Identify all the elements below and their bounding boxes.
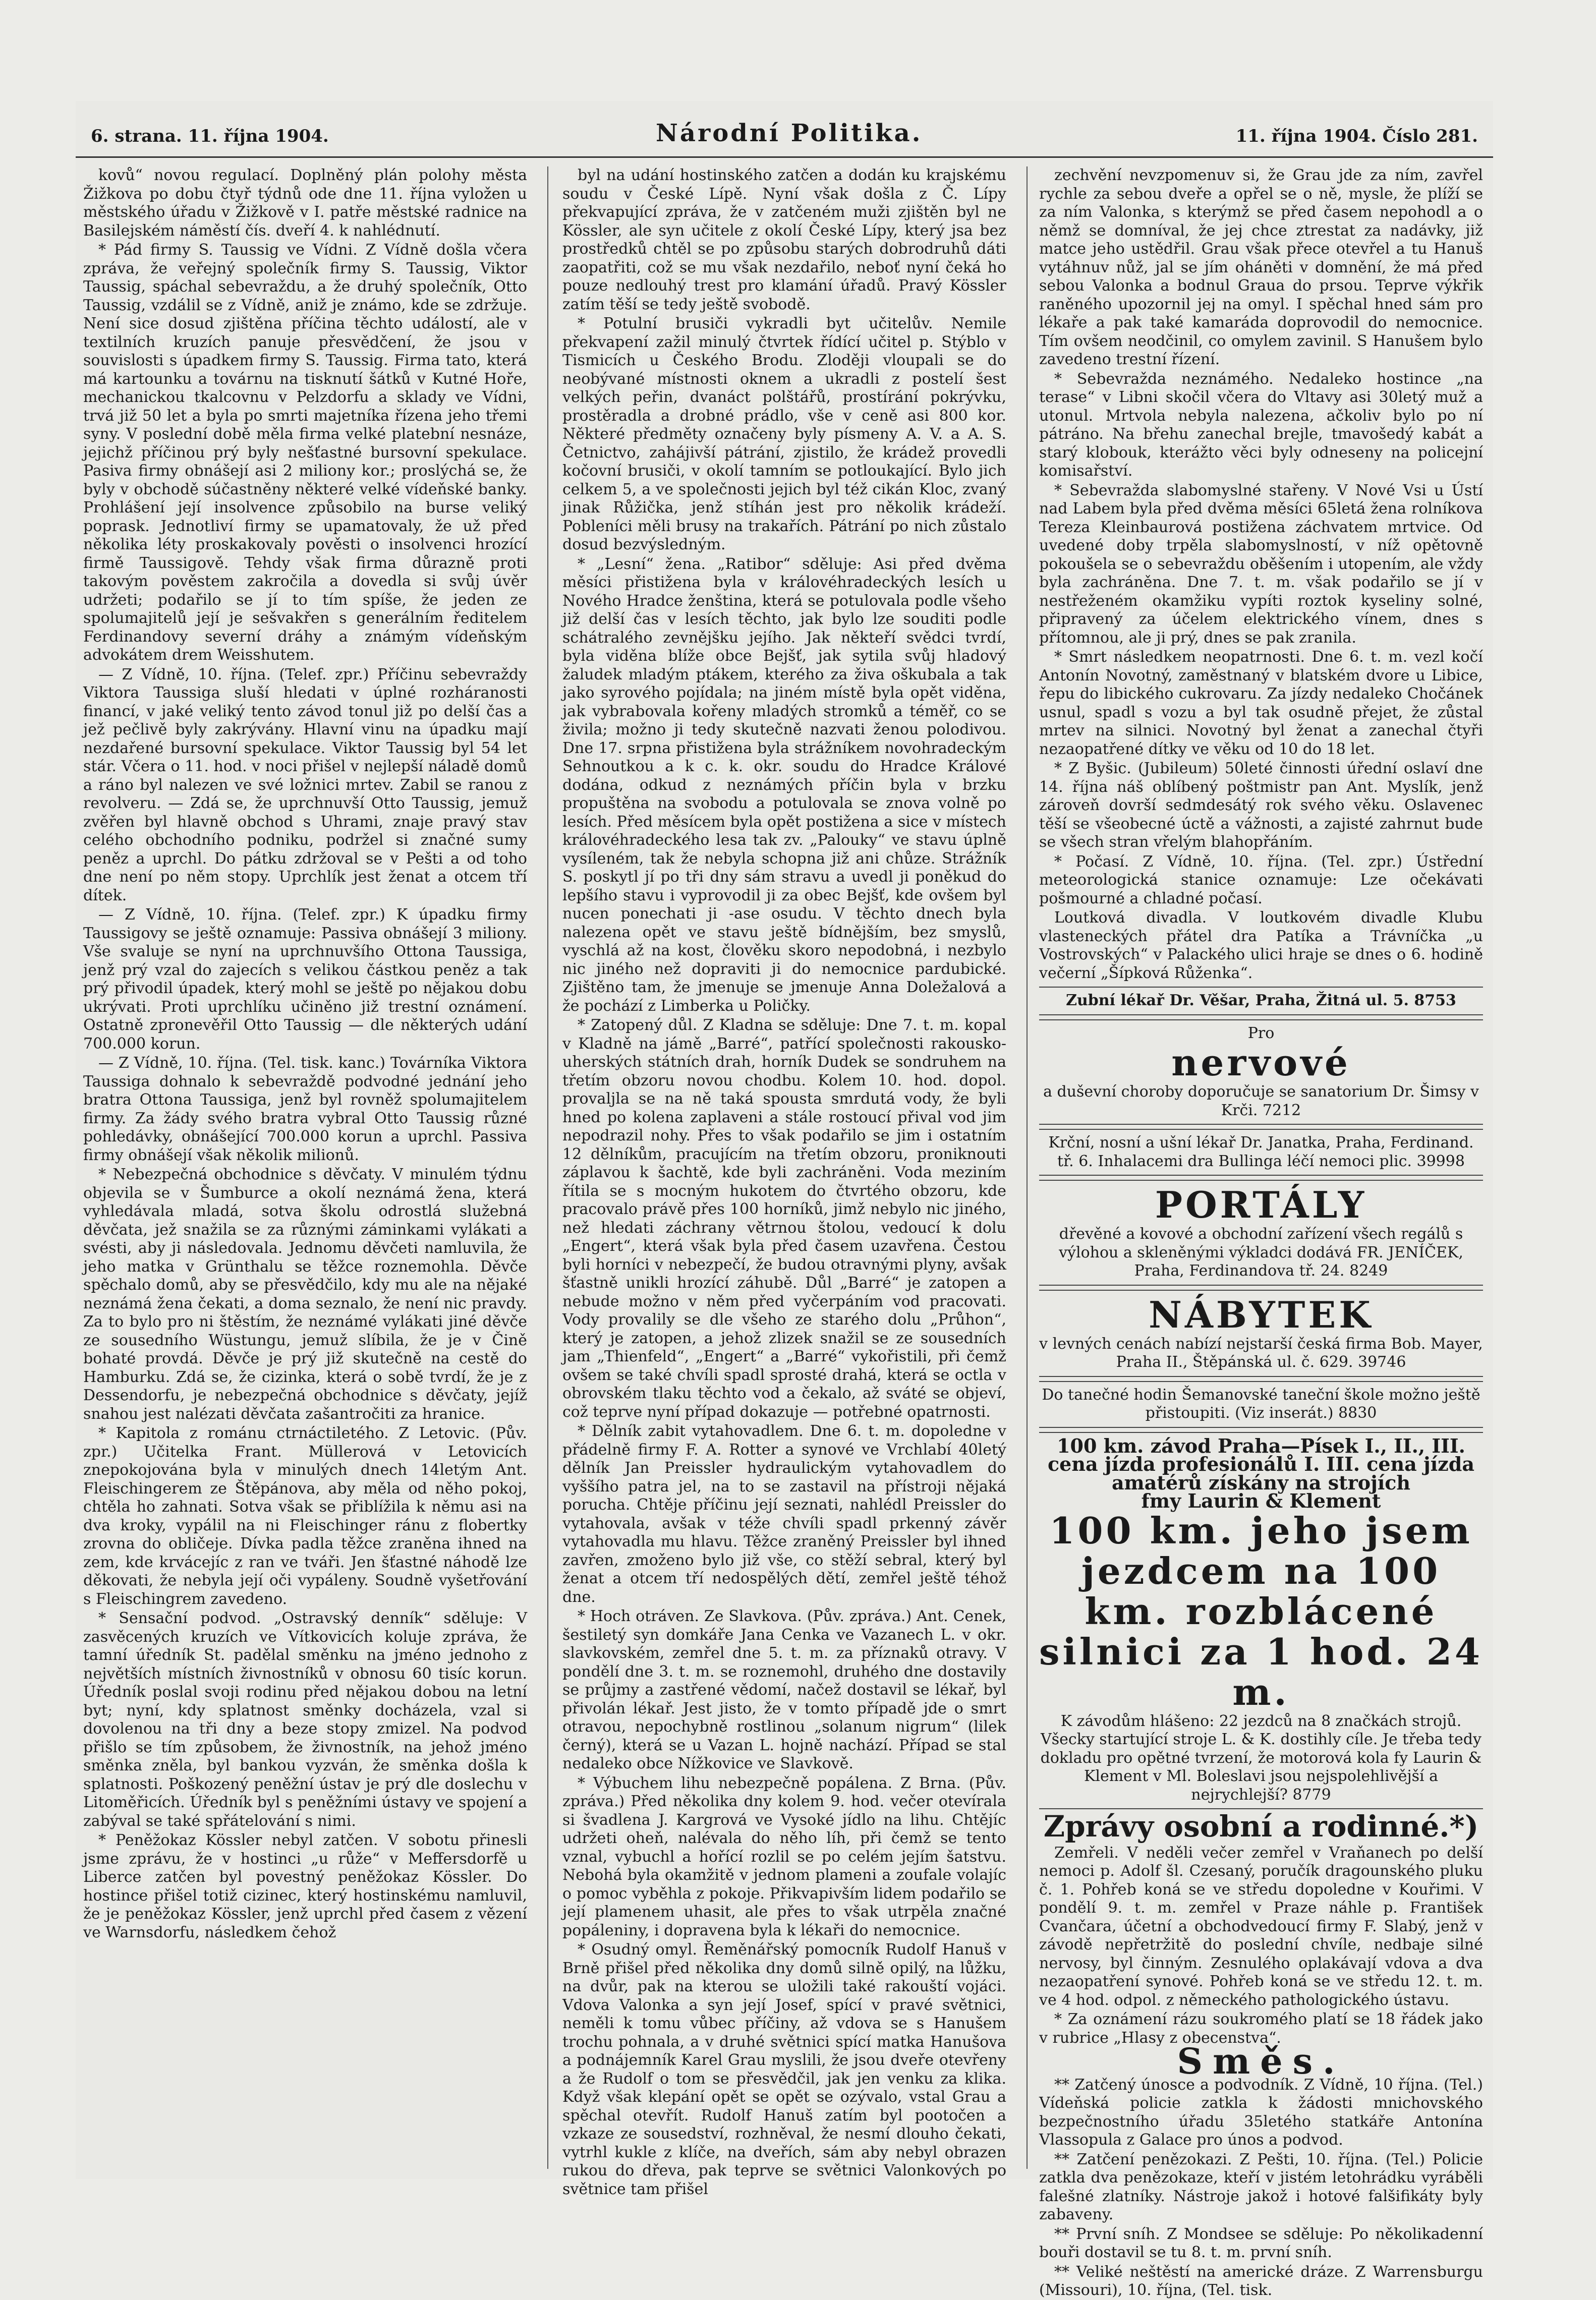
advertisement-sanatorium [1039, 1019, 1483, 1125]
article-paragraph: — Z Vídně, 10. října. (Telef. zpr.) Příčinu sebevraždy Viktora Taussiga sluší hledati v úplné rozháranosti financí, v jaké veliký tento závod tonul již po delší čas a jež pečlivě byly zakrývány. Hlavní vinu na úpadku mají nezdařené bursovní spekulace. Viktor Taussig byl 54 let stár. Včera o 11. hod. v noci přišel v nejlepší náladě domů a ráno byl nalezen ve své ložnici mrtev. Zabil se ranou z revolveru. — Zdá se, že uprchnuvší Otto Taussig, jemuž zvěřen byl hlavně obchod s Uhrami, znaje pravý stav celého obchodního podniku, podržel si značné sumy peněz a uprchl. Do pátku zdržoval se v Pešti a od toho dne není po něm stopy. Uprchlík jest ženat a otcem tří dítek. [83, 665, 527, 904]
newspaper-page [76, 101, 1493, 2299]
newspaper-title: Národní Politika. [656, 119, 923, 147]
ad-headline: 100 km. jeho jsem jezdcem na 100 km. rozblácené silnici za 1 hod. 24 m. [1039, 1509, 1484, 1713]
article-paragraph: ** Zatčený únosce a podvodník. Z Vídně, 10 října. (Tel.) Vídeňská policie zatkla k žádosti mnichovského bezpečnostního úřadu 35letého statkáře Antonína Vlassopula z Galace pro únos a podvod. [1039, 2076, 1483, 2149]
ad-pre: Pro [1247, 1024, 1275, 1042]
column-rule [547, 166, 548, 2169]
ad-text: K závodům hlášeno: 22 jezdců na 8 značkách strojů. Všecky startující stroje L. & K. dostihly cíle. Je třeba tedy dokladu pro opětné tvrzení, že motorová kola fy Laurin & Klement v Ml. Boleslavi jsou nejspolehlivější a nejrychlejší? 8779 [1040, 1712, 1482, 1804]
column-rule [1027, 166, 1028, 2169]
ad-text: Zubní lékař Dr. Věšar, Praha, Žitná ul. 5. 8753 [1066, 992, 1456, 1009]
article-paragraph: * Sebevražda neznámého. Nedaleko hostince „na terase“ v Libni skočil včera do Vltavy asi 30letý muž a utonul. Mrtvola nebyla nalezena, ačkoliv bylo po ní pátráno. Na břehu zanechal brejle, tmavošedý kabát a starý klobouk, kterážto věci byly odneseny na policejní komisařství. [1039, 370, 1483, 480]
article-paragraph: — Z Vídně, 10. října. (Tel. tisk. kanc.) Továrníka Viktora Taussiga dohnalo k sebevraždě podvodné jednání jeho bratra Ottona Taussiga, jenž byl rovněž spolumajitelem firmy. Za žády svého bratra vybral Otto Taussig různé pohledávky, obnášející 700.000 korun a uprchl. Passiva firmy obnášejí však několik milionů. [83, 1054, 527, 1164]
article-paragraph: * Výbuchem lihu nebezpečně popálena. Z Brna. (Pův. zpráva.) Před několika dny kolem 9. hod. večer otevírala si švadlena J. Kargrová ve Vysoké jídlo na lihu. Chtějíc udržeti oheň, nalévala do něho líh, při čemž se tento vznal, vybuchl a hořící rozlil se po celém jejím šatstvu. Nebohá byla okamžitě v jednom plameni a zoufale volajíc o pomoc vyběhla z pokoje. Přikvapivším lidem podařilo se její plamenem uhasit, ale přes to však utrpěla značné popáleniny, i dopravena byla k lékaři do nemocnice. [562, 1774, 1006, 1939]
article-paragraph: byl na udání hostinského zatčen a dodán ku krajskému soudu v České Lípě. Nyní však došla z Č. Lípy překvapující zpráva, že v zatčeném muži zjištěn byl ne Kössler, ale syn učitele z okolí České Lípy, který jsa bez prostředků chtěl se po způsobu starých dobrodruhů dáti zaopatřiti, což se mu však nezdařilo, neboť nyní čeká ho pouze nedlouhý trest pro klamání úřadů. Pravý Kössler zatím těší se tedy ještě svobodě. [562, 166, 1006, 313]
ad-text: Krční, nosní a ušní lékař Dr. Janatka, Praha, Ferdinand. tř. 6. Inhalacemi dra Bullinga léčí nemoci plic. 39998 [1048, 1134, 1474, 1170]
article-paragraph: * Dělník zabit vytahovadlem. Dne 6. t. m. dopoledne v přádelně firmy F. A. Rotter a synové ve Vrchlabí 40letý dělník Jan Preissler hydraulickým vytahovadlem do vyššího patra jel, na to se zastavil na přístroji nějaká porucha. Chtěje příčinu její seznati, nahlédl Preissler do vytahovala, avšak v téže chvíli spadl prkenný závěr vytahovadla mu hlavu. Těžce zraněný Preissler byl ihned zavřen, zmoženo bylo již vše, co stěží sebral, který byl ženat a otcem tří nedospělých dětí, zemřel ještě téhož dne. [562, 1422, 1006, 1606]
article-paragraph: * Kapitola z románu ctrnáctiletého. Z Letovic. (Pův. zpr.) Učitelka Frant. Müllerová v Letovicích znepokojována byla v minulých dnech 14letým Ant. Fleischingerem ze Štěpánova, aby měla od něho pokoj, chtěla ho zahnati. Sotva však se přiblížila k němu asi na dva kroky, vypálil na ni Fleischinger ránu z flobertky zrovna do obličeje. Dívka padla těžce zraněna ihned na zem, kde krvácejíc z ran ve tváři. Jen šťastné náhodě lze děkovati, že nebyla její oči vypáleny. Soudně vyšetřování s Fleischingrem zavedeno. [83, 1424, 527, 1608]
article-paragraph: ** Zatčení penězokazi. Z Pešti, 10. října. (Tel.) Policie zatkla dva penězokaze, kteří v jistém letohrádku vyráběli falešné zlatníky. Nástroje jakož i hotové falšifikáty byly zabaveny. [1039, 2150, 1483, 2223]
column-3 [1039, 166, 1484, 2299]
article-paragraph: Zemřeli. V neděli večer zemřel v Vraňanech po delší nemoci p. Adolf šl. Czesaný, poručík dragounského pluku č. 1. Pohřeb koná se ve středu dopoledne v Kouřimi. V pondělí 9. t. m. zemřel v Praze náhle p. František Cvančara, účetní a obchodvedoucí firmy F. Slabý, jenž v závodě nepřetržitě do poslední chvíle, nedbaje silné nervosy, byl činným. Zesnulého oplakávají vdova a dva nezaopatření synové. Pohřeb koná se ve středu 12. t. m. ve 4 hod. odpol. z německého pathologického ústavu. [1039, 1844, 1483, 2009]
ad-headline: NÁBYTEK [1149, 1293, 1374, 1336]
article-paragraph: * Sebevražda slabomyslné stařeny. V Nové Vsi u Ústí nad Labem byla před dvěma měsíci 65letá žena rolníkova Tereza Kleinbaurová postižena záchvatem mrtvice. Od uvedené doby trpěla slabomyslností, v níž opětovně pokoušela se o sebevraždu oběšením i utopením, ale vždy byla zachráněna. Dne 7. t. m. však podařilo se jí v nestřeženém okamžiku vypíti roztok kyseliny solné, připravený za účelem elektrického vínem, dnes s přítomnou, ale ji prý, dnes se pak zranila. [1039, 481, 1483, 647]
article-paragraph: * Sensační podvod. „Ostravský denník“ sděluje: V zasvěcených kruzích ve Vítkovicích koluje zpráva, že tamní úředník St. padělal směnku na jméno jednoho z největších místních živnostníků v obnosu 60 tisíc korun. Úředník poslal svoji rodinu před nějakou dobou na letní byt; nyní, kdy splatnost směnky docházela, vzal si dovolenou na tři dny a beze stopy zmizel. Na podvod přišlo se tím způsobem, že živnostník, na jehož jméno směnka zněla, byl bankou vyzván, že směnka došla k splatnosti. Poškozený peněžní ústav je prý dle doslechu v Litoměřicích. Úředník byl s peněžními ústavy ve spojení a zabýval se také spřátelování s nimi. [83, 1609, 527, 1830]
ad-brand: fmy Laurin & Klement [1141, 1489, 1381, 1512]
article-paragraph: * Osudný omyl. Řeměnářský pomocník Rudolf Hanuš v Brně přišel před několika dny domů silně opilý, na lůžku, na dvůr, pak na kterou se uložili také rakouští vojáci. Vdova Valonka a syn její Josef, spící v pravé světnici, neměli k tomu vůbec příčiny, až vdova se s Hanušem trochu pohnala, a v druhé světnici spící matka Hanušova a podnájemník Karel Grau myslili, že jsou dveře otevřeny a že Rudolf o tom se přesvědčil, jak jen venku za klika. Když však klepání opět se opět se ozývalo, vstal Grau a spěchal otevřít. Rudolf Hanuš zatím byl pootočen a vzkaze ze sousedství, rozhněval, že nesmí dlouho čekati, vytrhl kukle z klíče, na dveřích, sám aby nebyl obrazen rukou do dřeva, pak teprve se světnici Valonkových po světnice tam přišel [562, 1941, 1006, 2198]
article-paragraph: — Z Vídně, 10. října. (Telef. zpr.) K úpadku firmy Taussigovy se ještě oznamuje: Passiva obnášejí 3 miliony. Vše svaluje se nyní na uprchnuvšího Ottona Taussiga, jenž prý vzal do zajecích s velikou částkou peněz a tak prý přivodil úpadek, který mohl se ještě po nějakou dobu ukrývati. Proti uprchlíku učiněno již trestní oznámení. Ostatně zpronevěřil Otto Taussig — dle některých udání 700.000 korun. [83, 906, 527, 1053]
article-paragraph: ** První sníh. Z Mondsee se sděluje: Po několikadenní bouři dostavil se tu 8. t. m. první sníh. [1039, 2225, 1483, 2261]
header-date-left: 6. strana. 11. října 1904. [91, 126, 329, 146]
article-paragraph: * Z Byšic. (Jubileum) 50leté činnosti úřední oslaví dne 14. října náš oblíbený poštmistr pan Ant. Myslík, jenž zároveň dovrší sedmdesátý rok svého věku. Oslavenec těší se všeobecné úctě a vážnosti, a zajisté zahrnut bude se všech stran vřelým blahopřáním. [1039, 760, 1483, 851]
ad-text: 100 km. závod Praha—Písek I., II., III. cena jízda profesionálů I. III. cena jízda amatérů získány na strojích [1048, 1434, 1474, 1494]
article-paragraph: kovů“ novou regulací. Doplněný plán polohy města Žižkova po dobu čtyř týdnů ode dne 11. října vyložen u městského úřadu v Žižkově v I. patře městské radnice na Basilejském náměstí čís. dveří 4. k nahlédnutí. [83, 166, 527, 240]
article-paragraph: * „Lesní“ žena. „Ratibor“ sděluje: Asi před dvěma měsíci přistižena byla v královéhradeckých lesích u Nového Hradce ženština, která se potulovala podle všeho již delší čas v lesích těchto, jak bylo lze souditi podle schátralého zevnějšku jejího. Jak někteří svědci tvrdí, byla viděna blíže obce Bejšť, jak sytila svůj hladový žaludek mladým ptákem, kterého za živa oškubala a tak jako syrového pojídala; na jiném místě byla opět viděna, jak vybrabovala kořeny mladých stromků a téměř, co se živila; možno ji tedy skutečně nazvati ženou polodivou. Dne 17. srpna přistižena byla strážníkem novohradeckým Sehnoutkou a k c. k. okr. soudu do Hradce Králové dodána, odkud z neznámých příčin byla v brzku propuštěna na svobodu a potulovala se znova volně po lesích. Před měsícem byla opět postižena a sice v místech královéhradeckého lesa tak zv. „Palouky“ ve stavu úplně vysíleném, tak že nebyla schopna již ani chůze. Strážník S. poskytl jí po tři dny sám stravu a uvedl ji poněkud do lepšího stavu i vyprovodil ji za obec Bejšť, kde ovšem byl nucen ponechati ji -ase osudu. V těchto dnech byla nalezena opět ve stavu ještě bídnějším, bez smyslů, vyschlá až na kost, člověku skoro nepodobná, i nezbylo nic jiného než dopraviti ji do nemocnice pardubické. Zjištěno tam, že jmenuje se jmenuje Anna Doležalová a že pochází z Limberka u Poličky. [562, 555, 1006, 1015]
article-paragraph: ** Veliké neštěstí na americké dráze. Z Warrensburgu (Missouri), 10. října, (Tel. tisk. [1039, 2263, 1483, 2299]
ad-text: dřevěné a kovové a obchodní zařízení všech regálů s výlohou a skleněnými výkladci dodává FR. JENÍČEK, Praha, Ferdinandova tř. 24. 8249 [1059, 1225, 1463, 1280]
ad-headline: nervové [1171, 1041, 1351, 1084]
article-paragraph: * Hoch otráven. Ze Slavkova. (Pův. zpráva.) Ant. Cenek, šestiletý syn domkáře Jana Cenka ve Vazanech L. v okr. slavkovském, zemřel dne 5. t. m. za příznaků otravy. V pondělí dne 3. t. m. se roznemohl, druhého dne dostavily se průjmy a zastřené vědomí, načež dostavil se lékař, byl přivolán lékař. Jest jisto, že v tomto případě jde o smrt otravou, nepochybně rostlinou „solanum nigrum“ (lilek černý), která se u Vazan L. hojně nachází. Případ se stal nedaleko obce Nížkovice ve Slavkově. [562, 1607, 1006, 1772]
article-paragraph: Loutková divadla. V loutkovém divadle Klubu vlasteneckých přátel dra Patíka a Trávníčka „u Vostrovských“ v Palackého ulici hraje se dnes o 6. hodině večerní „Šípková Růženka“. [1039, 909, 1483, 982]
ad-headline: PORTÁLY [1155, 1183, 1367, 1226]
ad-text: Do tanečné hodin Šemanovské taneční škole možno ještě přistoupiti. (Viz inserát.) 8830 [1042, 1386, 1480, 1422]
advertisement-doctor-2 [1039, 1129, 1483, 1176]
section-title-smes: Směs. [1177, 2040, 1345, 2082]
article-paragraph: * Počasí. Z Vídně, 10. října. (Tel. zpr.) Ústřední meteorologická stanice oznamuje: Lze očekávati pošmourné a chladné počasí. [1039, 852, 1483, 907]
advertisement-nabytek [1039, 1290, 1483, 1377]
ad-text: v levných cenách nabízí nejstarší česká firma Bob. Mayer, Praha II., Štěpánská ul. č. 629. 39746 [1039, 1335, 1483, 1371]
advertisement-portaly [1039, 1180, 1483, 1286]
article-paragraph: * Za oznámení rázu soukromého platí se 18 řádek jako v rubrice „Hlasy z obecenstva“. [1039, 2010, 1483, 2047]
ad-text: a duševní choroby doporučuje se sanatorium Dr. Šimsy v Krči. 7212 [1043, 1083, 1479, 1119]
article-paragraph: * Pád firmy S. Taussig ve Vídni. Z Vídně došla včera zpráva, že veřejný společník firmy S. Taussig, Viktor Taussig, spáchal sebevraždu, a že druhý společník, Otto Taussig, vzdálil se z Vídně, aniž je známo, kde se zdržuje. Není sice dosud zjištěna příčina těchto událostí, ale v textilních kruzích panuje přesvědčení, že jsou v souvislosti s úpadkem firmy S. Taussig. Firma tato, která má kartounku a továrnu na tisknutí šátků v Kutné Hoře, mechanickou tkalcovnu v Pelzdorfu a sklady ve Vídni, trvá již 50 let a byla po smrti majetníka řízena jeho třemi syny. V poslední době měla firma velké platební nesnáze, jejichž příčinou prý byly nešťastné bursovní spekulace. Pasiva firmy obnášejí asi 2 miliony kor.; proslýchá se, že byly v obchodě súčastněny některé velké vídeňské banky. Prohlášení její insolvence způsobilo na burse veliký poprask. Jednotliví firmy se upamatovaly, že už před několika léty proskakovaly pověsti o insolvenci hrozící firmě Taussigově. Tehdy však firma důrazně proti takovým pověstem zakročila a dovedla si svůj úvěr udržeti; podařilo se jí to tím spíše, že jeden ze spolumajitelů její je sešvakřen s generálním ředitelem Ferdinandovy severní dráhy a známým vídeňským advokátem drem Weisshutem. [83, 241, 527, 664]
article-paragraph: * Nebezpečná obchodnice s děvčaty. V minulém týdnu objevila se v Šumburce a okolí neznámá žena, která vyhledávala mladá, sotva školu odrostlá služebná děvčata, jež snažila se za různými záminkami vylákati a svésti, aby ji následovala. Jednomu děvčeti namluvila, že jeho matka v Grünthalu se těžce roznemohla. Děvče spěchalo domů, aby se přesvědčilo, kdy mu ale na nějaké neznámá žena čekati, a doma seznalo, že není nic pravdy. Za to bylo pro ni štěstím, že neznámé vylákati jiné děvče ze sousedního Wüstungu, jemuž slíbila, že je v Čině bohaté provdá. Děvče je prý již skutečně na cestě do Hamburku. Zdá se, že cizinka, která o sobě tvrdí, že je z Dessendorfu, je nebezpečná obchodnice s děvčaty, jejíž snahou jest nalézati děvčata zašantročiti za hranice. [83, 1166, 527, 1423]
header-issue: 11. října 1904. Číslo 281. [1235, 126, 1478, 146]
advertisement-doctor [1039, 987, 1483, 1015]
article-paragraph: * Zatopený důl. Z Kladna se sděluje: Dne 7. t. m. kopal v Kladně na jámě „Barré“, patřící společnosti rakousko-uherských státních drah, horník Dudek se sondruhem na třetím obzoru novou chodbu. Kolem 10. hod. dopol. provaljla se na ně taká spousta smrdutá vody, že byli hned po kolena zaplaveni a stále rostoucí přival vod jim nepodrazil nohy. Přes to však podařilo se jim i ostatním 12 dělníkům, pracujícím na třetím obzoru, proniknouti záplavou k šachtě, kde byli zachráněni. Voda meziním řítila se s mocným hukotem do čtvrtého obzoru, kde pracovalo právě přes 100 horníků, jimž nebylo nic jiného, než hledati záchrany větrnou štolou, vedoucí k dolu „Engert“, která však byla před časem uzavřena. Čestou byli horníci v nebezpečí, že budou otravnými plyny, avšak šťastně unikli hrozící záhubě. Důl „Barré“ je zatopen a nebude možno v něm před vyčerpáním vod pracovati. Vody provalily se dle všeho ze starého dolu „Průhon“, který je zatopen, a jehož zlizek snažil se ze sousedních jam „Thienfeld“, „Engert“ a „Barré“ vykořistili, při čemž ovšem se také chvíli spadl sprosté drahá, která se octla v obrovském tlaku těchto vod a čekalo, až sváté se objeví, což teprve nyní případ dokazuje — potřebné opatrnosti. [562, 1016, 1006, 1421]
article-paragraph: * Potulní brusiči vykradli byt učitelův. Nemile překvapení zažil minulý čtvrtek řídící učitel p. Stýblo v Tismicích u Českého Brodu. Zloději vloupali se do neobývané místnosti oknem a ukradli z postelí šest velkých peřin, dvanáct polštářů, prostírání pokrývku, prostěradla a drobné prádlo, vše v ceně asi 800 kor. Některé předměty označeny byly písmeny A. V. a A. S. Četnictvo, zahájivší pátrání, zjistilo, že krádež provedli kočovní brusiči, v okolí tamním se potloukající. Bylo jich celkem 5, a ve společnosti jejich byl též cikán Kloc, zvaný jinak Růžička, jenž stíhán jest pro několik krádeží. Pobleníci měli brusy na trakařích. Pátrání po nich zůstalo dosud bezvýsledným. [562, 315, 1006, 553]
article-paragraph: zechvění nevzpomenuv si, že Grau jde za ním, zavřel rychle za sebou dveře a opřel se o ně, mysle, že plíží se za ním Valonka, s kterýmž se před časem nepohodl a o němž se domníval, že jej chce ztrestat za nadávky, již matce jeho ustědřil. Grau však přece otevřel a tu Hanuš vytáhnuv nůž, jal se jím oháněti v domnění, že má před sebou Valonka a bodnul Graua do prsou. Teprve výkřik raněného upozornil jej na omyl. I spěchal hned sám pro lékaře a pak také kamaráda doprovodil do nemocnice. Tím ovšem neodčinil, co omylem zavinil. S Hanušem bylo zavedeno trestní řízení. [1039, 166, 1483, 368]
page-header [76, 116, 1493, 158]
column-1 [83, 166, 527, 2169]
section-title-personal: Zprávy osobní a rodinné.*) [1043, 1809, 1479, 1844]
article-paragraph: * Smrt následkem neopatrnosti. Dne 6. t. m. vezl kočí Antonín Novotný, zaměstnaný v blatském dvore u Libice, řepu do libického cukrovaru. Za jízdy nedaleko Chočánek usnul, spadl s vozu a byl tak osudně přejet, že zůstal mrtev na silnici. Novotný byl ženat a zanechal čtyři nezaopatřené dítky ve věku od 10 do 18 let. [1039, 648, 1483, 758]
advertisement-laurin-klement [1039, 1432, 1483, 1810]
column-2 [562, 166, 1006, 2198]
article-paragraph: * Peněžokaz Kössler nebyl zatčen. V sobotu přinesli jsme zprávu, že v hostinci „u růže“ v Meffersdorfě u Liberce zatčen byl povestný peněžokaz Kössler. Do hostince přišel totiž cizinec, který hostinskému namluvil, že je peněžokaz Kössler, jenž uprchl před časem z vězení ve Warnsdorfu, následkem čehož [83, 1831, 527, 1941]
advertisement-dance [1039, 1381, 1483, 1428]
